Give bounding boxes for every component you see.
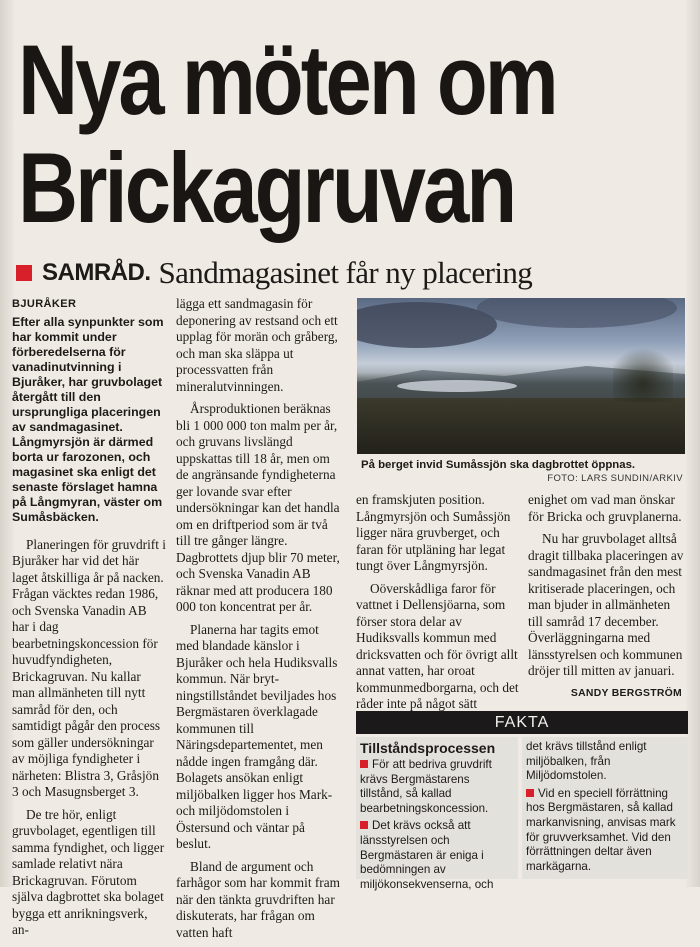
subheadline: Sandmagasinet får ny placering — [158, 255, 533, 290]
headline — [18, 26, 581, 242]
fakta-header: FAKTA — [356, 711, 688, 734]
photo-lake — [397, 380, 517, 392]
red-bullet-icon — [360, 821, 368, 829]
body-paragraph: Oöverskådliga faror för vattnet i Dellensjöarna, som förser stora delar av Hudiksvalls kommun med dricksvatten och för övrigt allt annat vatten, har oroat kommunmedborgarna, och det råder inte på något sätt — [356, 580, 519, 711]
body-paragraph: De tre hör, enligt gruvbolaget, egentligen till samma fyndighet, och ligger samlade relativt nära Brickagruvan. Förutom själva dagbrottet ska bolaget bygga ett anrikningsverk, an- — [12, 806, 165, 937]
red-bullet-icon — [360, 760, 368, 768]
photo-trees — [613, 342, 673, 402]
body-paragraph: enighet om vad man önskar för Bricka och gruvplanerna. — [528, 492, 682, 524]
subheadline-row — [12, 254, 692, 292]
headline-line-1: Nya möten om — [18, 24, 556, 135]
fakta-box-left — [356, 737, 518, 891]
body-paragraph: Planeringen för gruvdrift i Bjuråker har vid det här laget åtskilliga år på nacken. Frågan väcktes redan 1986, och Svenska Vanadin AB har i dag bearbetningskoncession för huvudfyndigheten, Brickagruvan. Nu kallar man allmänheten till nytt samråd för den, och samtidigt pågår den process som gäller undersökningar av möjliga fyndigheter i närheten: Blistra 3, Gråsjön 3 och Masugnsberget 3. — [12, 536, 166, 799]
body-paragraph: Nu har gruvbolaget alltså dragit tillbaka placeringen av sandmagasinet från den mest kritiserade placeringen, och man bjuder in allmänheten till samråd 17 december. Överläggningarna med länsstyrelsen och kommunen dröjer till mitten av januari. — [528, 531, 684, 678]
red-square-icon — [16, 265, 32, 281]
column-4 — [528, 492, 688, 686]
headline-line-2: Brickagruvan — [18, 132, 515, 243]
photo-credit: FOTO: LARS SUNDIN/ARKIV — [547, 473, 683, 484]
fakta-title: Tillståndsprocessen — [360, 740, 496, 756]
column-1 — [12, 296, 166, 945]
landscape-photo — [357, 298, 685, 454]
lead-paragraph: Efter alla synpunkter som har kommit under förberedelserna för vanadinutvinning i Bjuråker, har gruvbolaget återgått till den ursprungliga placeringen av sandmagasinet. Långmyrsjön är därmed borta ur farozonen, och magasinet ska enligt det senaste förslaget hamna på Långmyran, väster om Sumåsbäcken. — [12, 314, 164, 524]
body-paragraph: en framskjuten position. Långmyrsjön och Sumåssjön ligger nära gruvberget, och faran för utpläning har legat tungt över Långmyrsjön. — [356, 492, 511, 573]
photo-foreground — [357, 398, 685, 454]
body-paragraph: Bland de argument och farhågor som har kommit fram när den tänkta gruvdriften har diskuterats, har frågan om vatten haft — [176, 858, 340, 940]
photo-caption: På berget invid Sumåssjön ska dagbrottet öppnas. — [361, 459, 636, 471]
photo-cloud — [357, 302, 497, 348]
fakta-continuation: det krävs tillstånd enligt miljöbalken, från Miljödomstolen. — [526, 740, 647, 783]
fakta-item: Det krävs också att länsstyrelsen och Bergmästaren är eniga i bedömningen av miljökonsekvenserna, och — [360, 819, 494, 891]
byline: SANDY BERGSTRÖM — [570, 688, 682, 699]
column-3 — [356, 492, 520, 719]
body-paragraph: Planerna har tagits emot med blandade känslor i Bjuråker och hela Hudiksvalls kommun. När brytningstillståndet beviljades hos Bergmästaren överklagade kommunen till Näringsdepartementet, men nådde ingen framgång där. Bolagets ansökan enligt miljöbalken ligger hos Mark- och miljödomstolen i Östersund och väntar på beslut. — [176, 621, 338, 851]
photo-cloud — [477, 298, 677, 328]
body-paragraph: lägga ett sandmagasin för deponering av restsand och ett upplag för morän och gråberg, och man ska släppa ut processvatten från mineralutvinningen. — [176, 296, 338, 394]
body-paragraph: Årsproduktionen beräknas bli 1 000 000 ton malm per år, och gruvans livslängd uppskattas till 18 år, men om de angränsande fyndigheterna ger lovande svar efter undersökningar kan det handla om en driftperiod som är två till tre gånger längre. Dagbrottets djup blir 70 meter, och Svenska Vanadin AB räknar med att producera 180 000 ton koncentrat per år. — [176, 401, 340, 614]
red-bullet-icon — [526, 789, 534, 797]
fakta-item: Vid en speciell förrättning hos Bergmästaren, så kallad markanvisning, anvisas mark för gruvverksamhet. Vid den förrättningen deltar även markägarna. — [526, 786, 676, 873]
fakta-box-right — [522, 737, 688, 879]
dateline: BJURÅKER — [12, 298, 77, 310]
fakta-item: För att bedriva gruvdrift krävs Bergmästarens tillstånd, så kallad bearbetningskoncession. — [360, 758, 492, 815]
kicker: SAMRÅD. — [42, 259, 151, 286]
page-edge-right — [686, 0, 700, 887]
column-2 — [176, 296, 342, 947]
